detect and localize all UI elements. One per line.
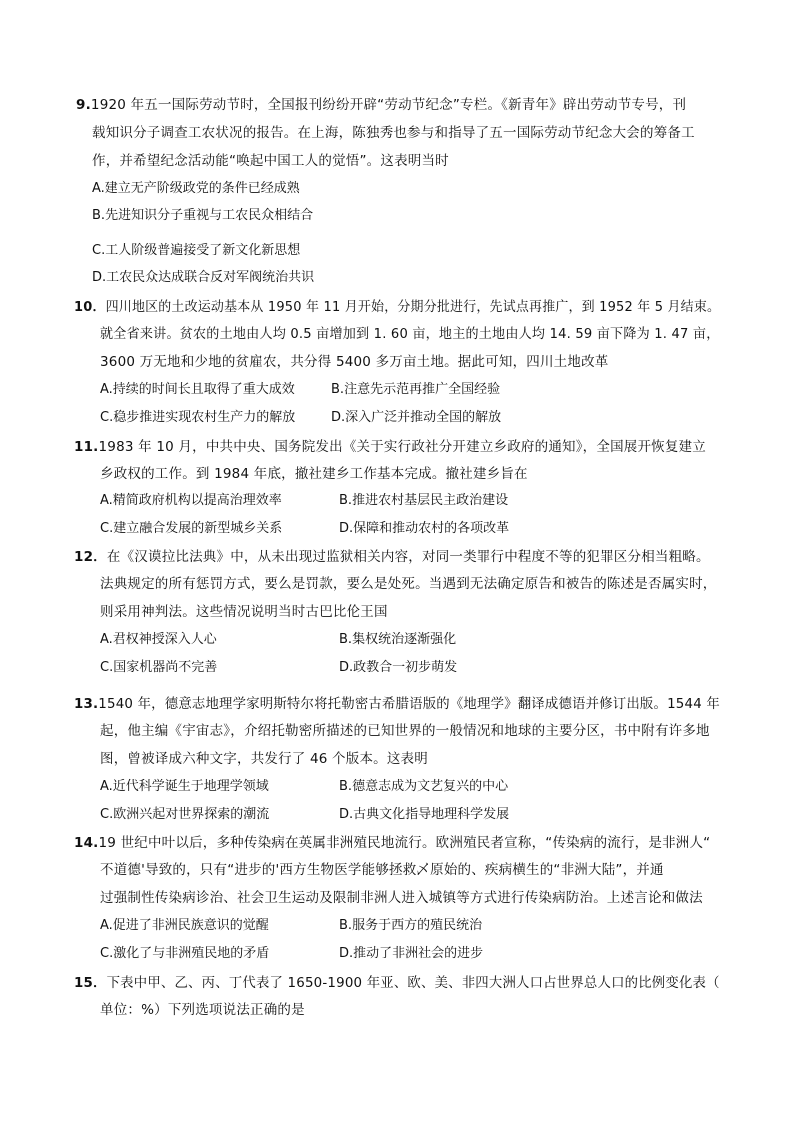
- question-text: 3600 万无地和少地的贫雇农，共分得 5400 多万亩土地。据此可知，四川土地改革: [100, 354, 609, 370]
- option-a[interactable]: A.精简政府机构以提高治理效率: [100, 493, 282, 508]
- question-text: 1540 年，德意志地理学家明斯特尔将托勒密古希腊语版的《地理学》翻译成德语并修订出版。1544 年: [98, 696, 720, 712]
- option-c[interactable]: C.稳步推进实现农村生产力的解放: [100, 410, 296, 425]
- question-number: 11.: [74, 439, 99, 455]
- question-text: 起，他主编《宇宙志》，介绍托勒密所描述的已知世界的一般情况和地球的主要分区，书中附有许多地: [100, 723, 710, 739]
- question-text: 过强制性传染病诊治、社会卫生运动及限制非洲人进入城镇等方式进行传染病防治。上述言论和做法: [100, 890, 703, 906]
- option-d[interactable]: D.古典文化指导地理科学发展: [339, 807, 510, 822]
- question-text: 则采用神判法。这些情况说明当时古巴比伦王国: [100, 604, 388, 620]
- question-text: 作，并希望纪念活动能“唤起中国工人的觉悟”。这表明当时: [92, 153, 449, 169]
- question-text: 乡政权的工作。到 1984 年底，撤社建乡工作基本完成。撤社建乡旨在: [100, 466, 528, 482]
- question-text: 单位：%）下列选项说法正确的是: [100, 1002, 305, 1018]
- option-b[interactable]: B.推进农村基层民主政治建设: [339, 493, 509, 508]
- question-text: 1920 年五一国际劳动节时，全国报刊纷纷开辟“劳动节纪念”专栏。《新青年》辟出劳动节专号，刊: [90, 97, 687, 113]
- question-number: 9.: [76, 97, 91, 113]
- option-d[interactable]: D.保障和推动农村的各项改革: [339, 521, 510, 536]
- question-number: 14.: [74, 835, 99, 851]
- question-text: 1983 年 10 月，中共中央、国务院发出《关于实行政社分开建立乡政府的通知》，全国展开恢复建立: [98, 439, 706, 455]
- option-b[interactable]: B.注意先示范再推广全国经验: [331, 382, 501, 397]
- question-text: 就全省来讲。贫农的土地由人均 0.5 亩增加到 1. 60 亩，地主的土地由人均 14. 59 亩下降为 1. 47 亩，: [100, 326, 720, 342]
- option-a[interactable]: A.建立无产阶级政党的条件已经成熟: [92, 181, 300, 196]
- option-b[interactable]: B.集权统治逐渐强化: [339, 632, 457, 647]
- question-text: 不道德'导致的，只有“进步的'西方生物医学能够拯救乄原始的、疾病横生的“非洲大陆”，并通: [100, 862, 664, 878]
- option-a[interactable]: A.君权神授深入人心: [100, 632, 217, 647]
- option-a[interactable]: A.近代科学诞生于地理学领域: [100, 779, 269, 794]
- option-b[interactable]: B.德意志成为文艺复兴的中心: [339, 779, 509, 794]
- question-text: 下表中甲、乙、丙、丁代表了 1650-1900 年亚、欧、美、非四大洲人口占世界总人口的比例变化表（: [106, 975, 720, 991]
- question-text: 四川地区的土改运动基本从 1950 年 11 月开始，分期分批进行，先试点再推广，到 1952 年 5 月结束。: [105, 299, 721, 315]
- question-text: 载知识分子调查工农状况的报告。在上海，陈独秀也参与和指导了五一国际劳动节纪念大会的筹备工: [92, 125, 695, 141]
- question-number: 13.: [74, 696, 99, 712]
- question-number: 15．: [74, 975, 107, 991]
- option-d[interactable]: D.工农民众达成联合反对军阀统治共识: [92, 270, 315, 285]
- question-text: 19 世纪中叶以后，多种传染病在英属非洲殖民地流行。欧洲殖民者宣称，“传染病的流行，是非洲人“: [98, 835, 711, 851]
- option-c[interactable]: C.激化了与非洲殖民地的矛盾: [100, 946, 270, 961]
- option-c[interactable]: C.工人阶级普遍接受了新文化新思想: [92, 243, 301, 258]
- option-c[interactable]: C.欧洲兴起对世界探索的潮流: [100, 807, 270, 822]
- option-a[interactable]: A.持续的时间长且取得了重大成效: [100, 382, 295, 397]
- option-d[interactable]: D.深入广泛并推动全国的解放: [331, 410, 502, 425]
- question-text: 在《汉谟拉比法典》中，从未出现过监狱相关内容，对同一类罪行中程度不等的犯罪区分相当粗略。: [106, 549, 710, 565]
- question-number: 12．: [74, 549, 107, 565]
- option-c[interactable]: C.国家机器尚不完善: [100, 660, 218, 675]
- option-d[interactable]: D.政教合一初步萌发: [339, 660, 458, 675]
- option-a[interactable]: A.促进了非洲民族意识的觉醒: [100, 918, 269, 933]
- option-d[interactable]: D.推动了非洲社会的进步: [339, 946, 484, 961]
- question-text: 图，曾被译成六种文字，共发行了 46 个版本。这表明: [100, 751, 428, 767]
- question-number: 10．: [74, 299, 106, 315]
- option-b[interactable]: B.先进知识分子重视与工农民众相结合: [92, 208, 314, 223]
- option-b[interactable]: B.服务于西方的殖民统治: [339, 918, 483, 933]
- option-c[interactable]: C.建立融合发展的新型城乡关系: [100, 521, 283, 536]
- question-text: 法典规定的所有惩罚方式，要么是罚款，要么是处死。当遇到无法确定原告和被告的陈述是否属实时，: [100, 576, 717, 592]
